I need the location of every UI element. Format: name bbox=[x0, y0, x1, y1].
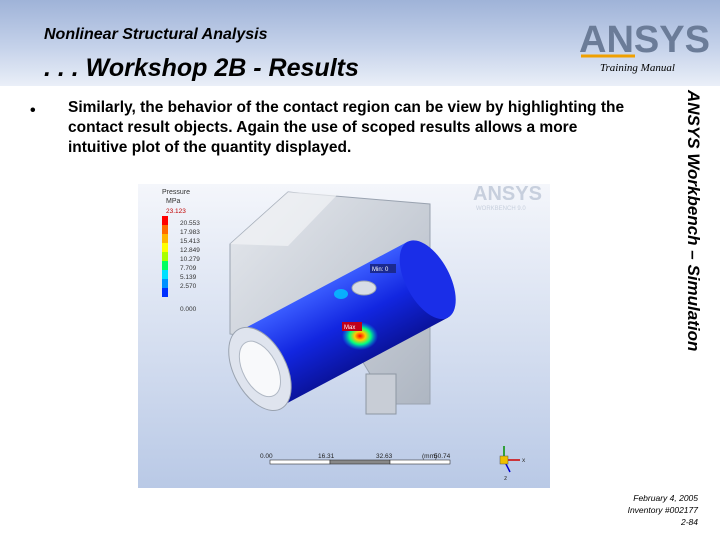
legend-label: 20.553 bbox=[180, 220, 200, 227]
legend-swatch bbox=[162, 270, 168, 279]
footer bbox=[628, 492, 698, 528]
footer-inventory: Inventory #002177 bbox=[627, 505, 698, 515]
logo-text: ANSYS bbox=[579, 19, 710, 61]
legend-label: 15.413 bbox=[180, 238, 200, 245]
legend-swatch bbox=[162, 288, 168, 297]
scale-tick-label: 50.74 bbox=[434, 453, 451, 460]
legend-label: 12.849 bbox=[180, 247, 200, 254]
legend-label: 5.139 bbox=[180, 274, 197, 281]
legend-label: 0.000 bbox=[180, 306, 197, 313]
side-label: ANSYS Workbench – Simulation bbox=[684, 90, 703, 352]
legend-swatch bbox=[162, 216, 168, 225]
training-manual-label: Training Manual bbox=[600, 62, 675, 74]
legend-swatch bbox=[162, 279, 168, 288]
bullet-text: Similarly, the behavior of the contact region can be view by highlighting the contact result objects. Again the use of scoped results allows a more intuitive plot of the quantity displayed. bbox=[68, 99, 625, 156]
bullet-marker: • bbox=[30, 102, 36, 119]
result-figure bbox=[138, 184, 550, 488]
legend-label: 7.709 bbox=[180, 265, 197, 272]
scale-tick-label: 0.00 bbox=[260, 453, 273, 460]
scale-unit: (mm) bbox=[422, 453, 438, 460]
legend-unit: MPa bbox=[166, 198, 181, 205]
legend-swatch bbox=[162, 243, 168, 252]
legend-label: 17.983 bbox=[180, 229, 200, 236]
legend-swatch bbox=[162, 234, 168, 243]
contact-spot bbox=[334, 289, 348, 299]
watermark-subtitle: WORKBENCH 9.0 bbox=[476, 206, 526, 212]
legend-label: 23.123 bbox=[166, 208, 186, 215]
watermark-logo: ANSYS bbox=[473, 184, 542, 205]
legend-swatch bbox=[162, 225, 168, 234]
legend-label: 2.570 bbox=[180, 283, 197, 290]
slide-subtitle: Nonlinear Structural Analysis bbox=[44, 26, 268, 43]
legend-swatch bbox=[162, 261, 168, 270]
min-tag: Min: 0 bbox=[372, 267, 389, 273]
scale-tick-label: 16.31 bbox=[318, 453, 335, 460]
axis-x-label: x bbox=[522, 457, 526, 464]
scale-bar bbox=[270, 460, 450, 464]
legend-label: 10.279 bbox=[180, 256, 200, 263]
bolt-shank bbox=[366, 374, 396, 414]
scale-tick-label: 32.63 bbox=[376, 453, 393, 460]
ansys-logo bbox=[575, 16, 715, 64]
legend-swatch bbox=[162, 252, 168, 261]
max-tag: Max bbox=[344, 325, 356, 331]
slide-title: . . . Workshop 2B - Results bbox=[44, 54, 359, 82]
footer-page: 2-84 bbox=[680, 517, 698, 527]
bolt-head bbox=[352, 281, 376, 295]
legend-swatches bbox=[162, 216, 168, 297]
legend-title: Pressure bbox=[162, 189, 191, 196]
footer-date: February 4, 2005 bbox=[633, 493, 698, 503]
axis-z-label: z bbox=[504, 475, 508, 482]
